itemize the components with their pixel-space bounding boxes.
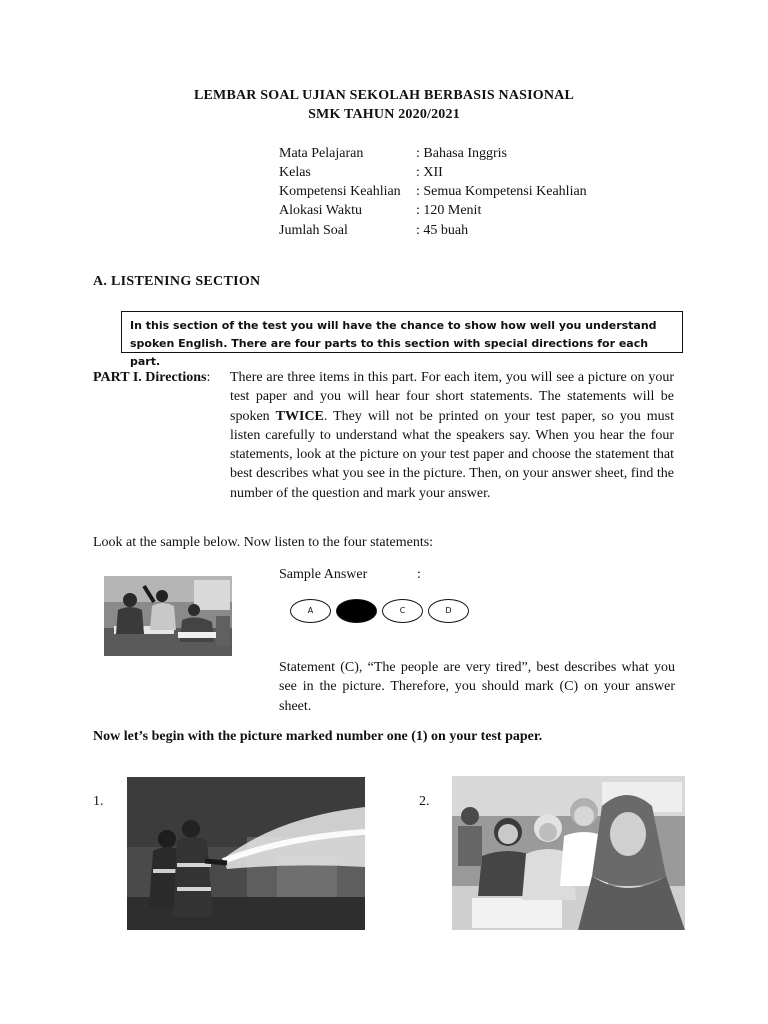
directions-text-b: . They will not be printed on your test paper, so you must listen carefully to understand what the speakers say. When you hear the four statements, look at the picture on your test paper and choose the statement that best describes what you see in the picture. Then, on your answer sheet, find the number of the question and mark your answer. <box>230 408 675 501</box>
answer-bubble-a: A <box>290 599 331 623</box>
info-label: Kelas <box>279 165 311 180</box>
part-colon: : <box>206 370 211 385</box>
begin-instruction: Now let’s begin with the picture marked number one (1) on your test paper. <box>93 729 543 744</box>
info-label: Jumlah Soal <box>279 223 348 238</box>
part-title: PART I. Directions <box>93 370 207 385</box>
info-label: Mata Pelajaran <box>279 146 364 161</box>
directions-text-a: There are three items in this part. For each item, you will see a picture on your test paper and you will hear four short statements. The statements will be spoken <box>230 370 674 424</box>
info-label: Kompetensi Keahlian <box>279 184 401 199</box>
info-value: : Semua Kompetensi Keahlian <box>416 184 587 199</box>
document-title: LEMBAR SOAL UJIAN SEKOLAH BERBASIS NASIONAL <box>193 88 575 103</box>
info-value: : XII <box>416 165 443 180</box>
document-subtitle: SMK TAHUN 2020/2021 <box>308 107 460 122</box>
part-directions <box>230 368 674 503</box>
sample-photo-image <box>104 576 232 656</box>
sample-intro: Look at the sample below. Now listen to the four statements: <box>93 535 434 550</box>
sample-statement: Statement (C), “The people are very tired”, best describes what you see in the picture. Therefore, you should mark (C) on your answer sheet. <box>279 660 675 714</box>
group-selfie-photo-image <box>452 776 685 930</box>
part-label <box>93 368 210 387</box>
section-heading: A. LISTENING SECTION <box>93 274 261 289</box>
directions-emphasis: TWICE <box>275 408 324 424</box>
info-value: : Bahasa Inggris <box>416 146 507 161</box>
info-value: : 120 Menit <box>416 203 482 218</box>
question-1-photo <box>127 777 365 930</box>
answer-bubble-d: D <box>428 599 469 623</box>
question-number: 2. <box>419 794 430 809</box>
section-notice-box: In this section of the test you will have the chance to show how well you understand spoken English. There are four parts to this section with special directions for each part. <box>121 311 683 353</box>
sample-photo <box>104 576 232 656</box>
firefighters-photo-image <box>127 777 365 930</box>
info-label: Alokasi Waktu <box>279 203 362 218</box>
question-2-photo <box>452 776 685 930</box>
answer-bubble-b-filled: B <box>336 599 377 623</box>
question-number: 1. <box>93 794 104 809</box>
answer-bubble-c: C <box>382 599 423 623</box>
sample-answer-colon: : <box>417 567 421 582</box>
sample-answer-label: Sample Answer <box>279 567 368 582</box>
info-value: : 45 buah <box>416 223 469 238</box>
